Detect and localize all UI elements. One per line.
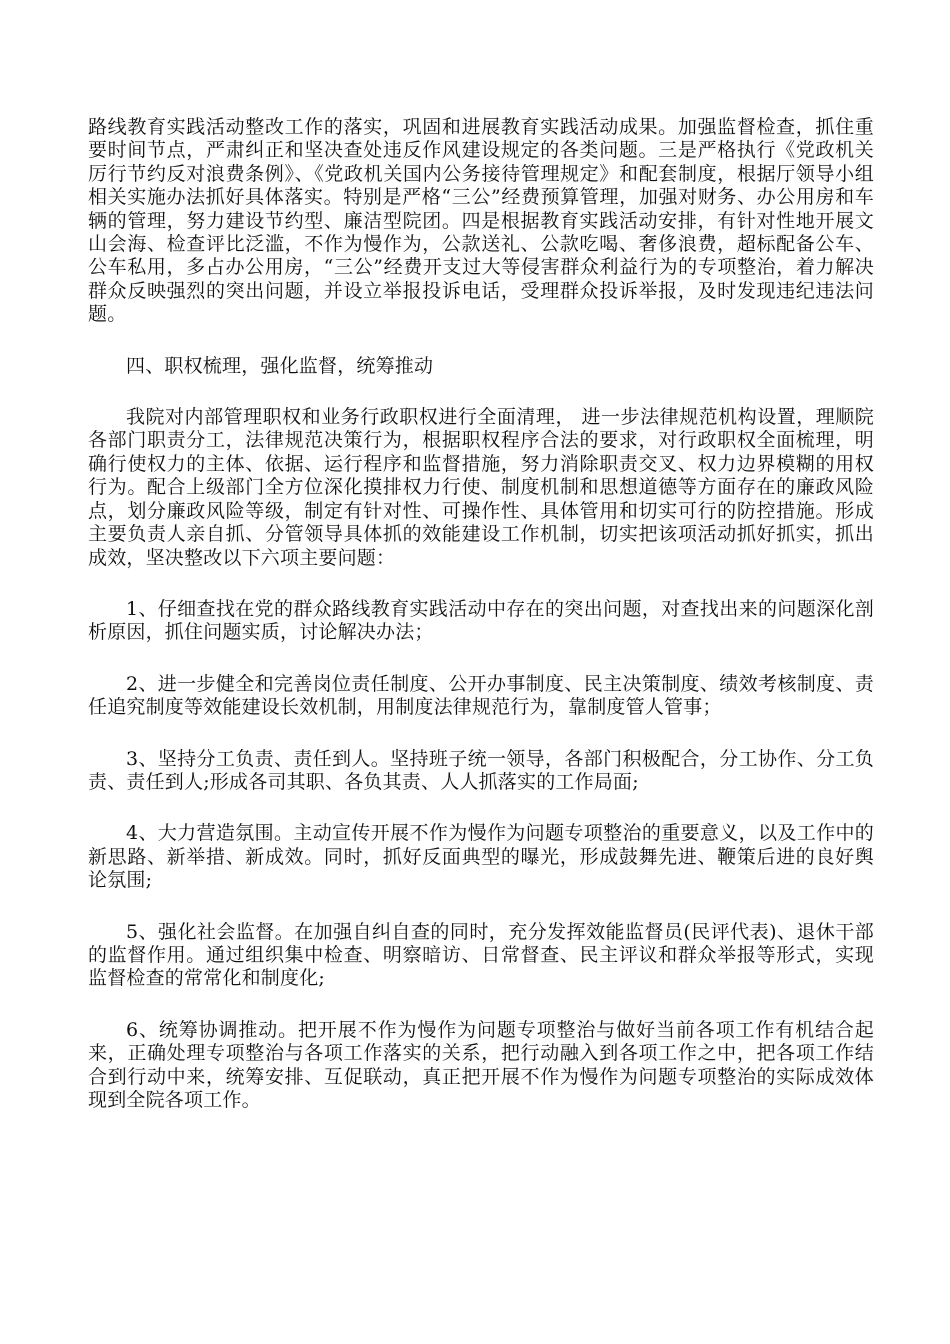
- list-item-4: 4、大力营造氛围。主动宣传开展不作为慢作为问题专项整治的重要意义，以及工作中的新思路、新举措、新成效。同时，抓好反面典型的曝光，形成鼓舞先进、鞭策后进的良好舆论氛围;: [88, 822, 874, 892]
- document-body: [88, 116, 874, 1112]
- list-item-3: 3、坚持分工负责、责任到人。坚持班子统一领导，各部门积极配合，分工协作、分工负责、责任到人;形成各司其职、各负其责、人人抓落实的工作局面;: [88, 747, 874, 793]
- list-item-2: 2、进一步健全和完善岗位责任制度、公开办事制度、民主决策制度、绩效考核制度、责任追究制度等效能建设长效机制，用制度法律规范行为，靠制度管人管事；: [88, 672, 874, 719]
- list-item-6: 6、统筹协调推动。把开展不作为慢作为问题专项整治与做好当前各项工作有机结合起来，正确处理专项整治与各项工作落实的关系，把行动融入到各项工作之中，把各项工作结合到行动中来，统筹安排、互促联动，真正把开展不作为慢作为问题专项整治的实际成效体现到全院各项工作。: [88, 1018, 874, 1111]
- paragraph-continuation: 路线教育实践活动整改工作的落实，巩固和进展教育实践活动成果。加强监督检查，抓住重要时间节点，严肃纠正和坚决查处违反作风建设规定的各类问题。三是严格执行《党政机关厉行节约反对浪费条例》、《党政机关国内公务接待管理规定》和配套制度，根据厅领导小组相关实施办法抓好具体落实。特别是严格“三公”经费预算管理，加强对财务、办公用房和车辆的管理，努力建设节约型、廉洁型院团。四是根据教育实践活动安排，有针对性地开展文山会海、检查评比泛滥，不作为慢作为，公款送礼、公款吃喝、奢侈浪费，超标配备公车、公车私用，多占办公用房，“三公”经费开支过大等侵害群众利益行为的专项整治，着力解决群众反映强烈的突出问题，并设立举报投诉电话，受理群众投诉举报，及时发现违纪违法问题。: [88, 116, 874, 326]
- section-heading: 四、职权梳理，强化监督，统筹推动: [126, 354, 434, 377]
- list-item-5: 5、强化社会监督。在加强自纠自查的同时，充分发挥效能监督员(民评代表)、退休干部的监督作用。通过组织集中检查、明察暗访、日常督查、民主评议和群众举报等形式，实现监督检查的常常化和制度化;: [88, 920, 874, 990]
- list-item-1: 1、仔细查找在党的群众路线教育实践活动中存在的突出问题，对查找出来的问题深化剖析原因，抓住问题实质，讨论解决办法；: [88, 597, 874, 644]
- paragraph-intro: 我院对内部管理职权和业务行政职权进行全面清理， 进一步法律规范机构设置，理顺院各部门职责分工，法律规范决策行为，根据职权程序合法的要求，对行政职权全面梳理，明确行使权力的主体、依据、运行程序和监督措施，努力消除职责交叉、权力边界模糊的用权行为。配合上级部门全方位深化摸排权力行使、制度机制和思想道德等方面存在的廉政风险点，划分廉政风险等级，制定有针对性、可操作性、具体管用和切实可行的防控措施。形成主要负责人亲自抓、分管领导具体抓的效能建设工作机制，切实把该项活动抓好抓实，抓出成效，坚决整改以下六项主要问题：: [88, 406, 874, 569]
